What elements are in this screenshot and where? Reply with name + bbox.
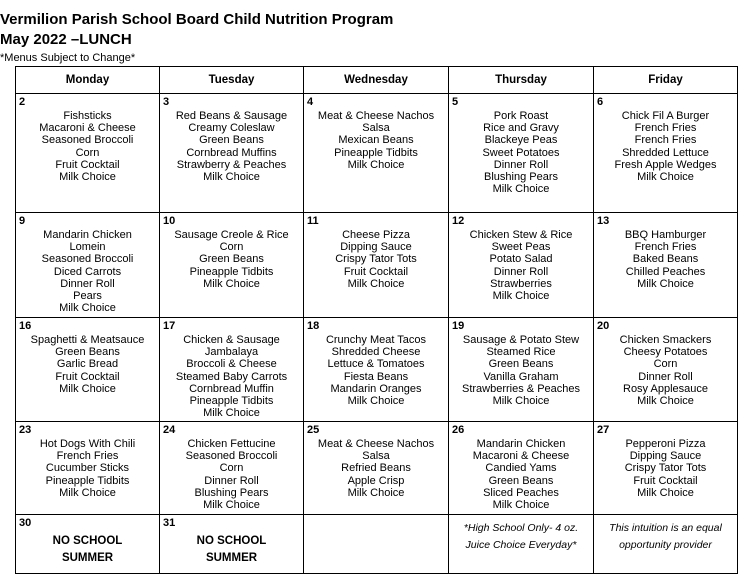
menu-item: Blushing Pears: [484, 171, 558, 184]
menu-item-list: [304, 318, 448, 407]
menu-item: French Fries: [634, 122, 697, 135]
menu-item: Sausage Creole & Rice: [174, 229, 289, 241]
menu-item: Milk Choice: [347, 158, 405, 171]
day-cell: [160, 422, 304, 515]
menu-item: Cheese Pizza: [342, 229, 410, 241]
day-number: 3: [163, 96, 170, 108]
day-cell: [304, 318, 449, 422]
menu-item: Mexican Beans: [338, 134, 414, 147]
menu-item: Milk Choice: [637, 277, 694, 290]
menu-item-list: [160, 318, 303, 419]
menu-item: Candied Yams: [485, 462, 557, 475]
menu-item: Pork Roast: [493, 110, 549, 122]
menu-item: Sliced Peaches: [483, 486, 559, 499]
menu-item: Creamy Coleslaw: [188, 122, 275, 135]
note-line: This intuition is an equal: [609, 522, 722, 534]
day-number: 2: [19, 96, 26, 108]
program-title: Vermilion Parish School Board Child Nutrition Program: [0, 11, 394, 28]
menu-item: Shredded Cheese: [331, 346, 421, 359]
menu-item: Crispy Tator Tots: [335, 253, 417, 266]
menu-item-list: [449, 422, 593, 511]
menu-item: Broccoli & Cheese: [186, 358, 277, 371]
note-line: Juice Choice Everyday*: [465, 539, 577, 551]
menu-item: Milk Choice: [203, 277, 260, 290]
menu-item: Sweet Potatoes: [482, 146, 560, 159]
menu-item: Hot Dogs With Chili: [39, 438, 136, 450]
menu-item-list: [449, 213, 593, 302]
menu-item: Dinner Roll: [638, 370, 693, 383]
menu-item: Milk Choice: [347, 395, 405, 408]
menu-item: Spaghetti & Meatsauce: [30, 334, 145, 346]
menu-item-list: [304, 94, 448, 171]
day-cell: [160, 318, 304, 422]
day-cell: [16, 318, 160, 422]
menu-item: Fiesta Beans: [343, 370, 409, 383]
day-number: 20: [597, 320, 610, 332]
menu-item: Dinner Roll: [204, 474, 259, 487]
no-school-label: NO SCHOOL: [52, 535, 123, 547]
menu-item: Seasoned Broccoli: [41, 253, 134, 266]
day-number: 25: [307, 424, 320, 436]
calendar-week-row: [16, 213, 738, 318]
weekday-header: Thursday: [449, 67, 594, 94]
day-number: 5: [452, 96, 459, 108]
menu-item: Vanilla Graham: [483, 370, 559, 383]
note-line: opportunity provider: [619, 539, 712, 551]
menu-item: Macaroni & Cheese: [472, 450, 570, 463]
weekday-header: Friday: [594, 67, 738, 94]
menu-item-list: [16, 422, 159, 499]
day-number: 19: [452, 320, 465, 332]
menu-item: Corn: [219, 241, 244, 254]
menu-item-list: [16, 213, 159, 314]
day-number: 6: [597, 96, 604, 108]
menu-item: Green Beans: [488, 358, 554, 371]
day-number: 9: [19, 215, 26, 227]
menu-item: Corn: [75, 146, 100, 159]
menu-item: Blackeye Peas: [484, 134, 558, 147]
calendar-week-row: [16, 515, 738, 574]
menu-item: Seasoned Broccoli: [41, 134, 134, 147]
menu-item: Corn: [219, 462, 244, 475]
menu-item: Milk Choice: [492, 499, 550, 512]
day-number: 16: [19, 320, 32, 332]
menu-item: Cornbread Muffins: [186, 146, 277, 159]
menu-item-list: [594, 318, 737, 407]
day-cell: [16, 213, 160, 318]
menu-item: Cornbread Muffin: [189, 382, 274, 395]
menu-month-title: May 2022 –LUNCH: [0, 31, 132, 48]
day-number: 11: [307, 215, 319, 227]
menu-item: Steamed Baby Carrots: [175, 370, 288, 383]
day-cell: [449, 422, 594, 515]
menu-item: Milk Choice: [203, 171, 260, 184]
menu-change-note: *Menus Subject to Change*: [0, 52, 136, 64]
menu-item: Milk Choice: [492, 183, 550, 196]
menu-item: Corn: [653, 358, 678, 371]
day-cell: [449, 318, 594, 422]
menu-item: Milk Choice: [59, 302, 116, 315]
menu-item: Meat & Cheese Nachos: [317, 110, 435, 122]
menu-item-list: [594, 94, 737, 183]
weekday-header: Tuesday: [160, 67, 304, 94]
menu-item: Lomein: [69, 241, 106, 254]
menu-item-list: [16, 318, 159, 395]
day-cell: [304, 213, 449, 318]
menu-item: Pineapple Tidbits: [334, 146, 418, 159]
menu-item: Lettuce & Tomatoes: [327, 358, 425, 371]
menu-item: Seasoned Broccoli: [185, 450, 278, 463]
day-number: 17: [163, 320, 176, 332]
menu-item: Fresh Apple Wedges: [614, 158, 717, 171]
day-cell: [16, 94, 160, 213]
menu-item-list: [160, 422, 303, 511]
menu-item: Salsa: [362, 450, 390, 463]
day-number: 12: [452, 215, 465, 227]
day-cell: [594, 94, 738, 213]
menu-item: Fishsticks: [63, 110, 112, 122]
menu-item: Mandarin Oranges: [330, 382, 422, 395]
menu-item: Milk Choice: [347, 277, 405, 290]
day-cell: [594, 422, 738, 515]
juice-note-cell: [449, 515, 594, 574]
menu-item: Strawberries: [490, 277, 552, 290]
no-school-notice: [16, 515, 159, 567]
menu-item: Salsa: [362, 122, 390, 135]
menu-item: French Fries: [634, 134, 697, 147]
menu-item: Milk Choice: [59, 382, 116, 395]
juice-note: [449, 515, 593, 554]
menu-item: Pineapple Tidbits: [189, 265, 274, 278]
menu-item: Chick Fil A Burger: [621, 110, 710, 122]
menu-item: Milk Choice: [203, 407, 260, 420]
equal-opportunity-cell: [594, 515, 738, 574]
day-cell: [304, 94, 449, 213]
day-number: 18: [307, 320, 320, 332]
menu-item-list: [304, 213, 448, 290]
menu-item: French Fries: [634, 241, 697, 254]
day-cell: [160, 515, 304, 574]
menu-item-list: [449, 318, 593, 407]
summer-label: SUMMER: [61, 552, 114, 564]
menu-item: Rosy Applesauce: [623, 382, 708, 395]
menu-item-list: [160, 213, 303, 290]
menu-item: Sausage & Potato Stew: [462, 334, 580, 346]
day-number: 24: [163, 424, 176, 436]
menu-item: Apple Crisp: [347, 474, 405, 487]
menu-item: Milk Choice: [492, 290, 550, 303]
menu-item: Green Beans: [199, 253, 264, 266]
menu-item: Steamed Rice: [486, 346, 556, 359]
day-cell: [594, 318, 738, 422]
menu-item: Milk Choice: [203, 499, 260, 512]
menu-item: Milk Choice: [637, 171, 694, 184]
menu-item: Meat & Cheese Nachos: [317, 438, 435, 450]
menu-item-list: [449, 94, 593, 195]
menu-item-list: [594, 213, 737, 290]
menu-item: Dinner Roll: [493, 158, 549, 171]
menu-item: Pineapple Tidbits: [189, 395, 274, 408]
menu-item: Green Beans: [55, 346, 120, 359]
no-school-label: NO SCHOOL: [196, 535, 267, 547]
lunch-calendar: [15, 66, 738, 574]
menu-item: Chicken & Sausage: [183, 334, 280, 346]
menu-item-list: [160, 94, 303, 183]
weekday-header: Monday: [16, 67, 160, 94]
menu-item: Blushing Pears: [194, 486, 269, 499]
note-line: *High School Only- 4 oz.: [463, 522, 579, 534]
day-number: 26: [452, 424, 465, 436]
day-number: 31: [163, 517, 176, 529]
day-cell: [304, 422, 449, 515]
menu-item: Fruit Cocktail: [55, 158, 120, 171]
menu-item: Strawberries & Peaches: [462, 382, 580, 395]
day-number: 13: [597, 215, 610, 227]
menu-item: Milk Choice: [59, 171, 116, 184]
menu-item: Fruit Cocktail: [343, 265, 409, 278]
menu-item: Crispy Tator Tots: [624, 462, 707, 475]
menu-item: Cheesy Potatoes: [623, 346, 708, 359]
calendar-week-row: [16, 318, 738, 422]
menu-item: Rice and Gravy: [483, 122, 559, 135]
menu-item: Milk Choice: [492, 395, 550, 408]
menu-item: Fruit Cocktail: [633, 474, 698, 487]
menu-item: Mandarin Chicken: [476, 438, 566, 450]
menu-item: Sweet Peas: [491, 241, 551, 254]
menu-item: Strawberry & Peaches: [176, 158, 287, 171]
menu-item: Chicken Smackers: [619, 334, 712, 346]
summer-label: SUMMER: [205, 552, 258, 564]
menu-item: French Fries: [56, 450, 119, 463]
menu-item: Refried Beans: [341, 462, 411, 475]
weekday-header-row: [16, 67, 738, 94]
menu-item: Cucumber Sticks: [45, 462, 130, 475]
menu-item: Macaroni & Cheese: [39, 122, 136, 135]
calendar-week-row: [16, 422, 738, 515]
menu-item: Potato Salad: [489, 253, 553, 266]
menu-item: Garlic Bread: [56, 358, 119, 371]
menu-item: Milk Choice: [637, 486, 694, 499]
day-cell: [16, 422, 160, 515]
menu-item: Mandarin Chicken: [43, 229, 132, 241]
menu-item: Chilled Peaches: [625, 265, 706, 278]
day-cell: [449, 213, 594, 318]
menu-item: Chicken Fettucine: [187, 438, 276, 450]
menu-item: Dinner Roll: [60, 277, 115, 290]
menu-item: Green Beans: [199, 134, 264, 147]
menu-item: Pepperoni Pizza: [625, 438, 706, 450]
equal-opportunity-note: [594, 515, 737, 554]
empty-cell: [304, 515, 449, 574]
menu-item: Dinner Roll: [493, 265, 549, 278]
menu-item: Milk Choice: [347, 486, 405, 499]
menu-item: Green Beans: [488, 474, 554, 487]
day-cell: [160, 94, 304, 213]
calendar-week-row: [16, 94, 738, 213]
menu-item-list: [594, 422, 737, 499]
menu-item: Diced Carrots: [53, 265, 122, 278]
menu-item: Pears: [73, 290, 102, 303]
menu-item: Crunchy Meat Tacos: [325, 334, 427, 346]
menu-item-list: [304, 422, 448, 499]
day-cell: [16, 515, 160, 574]
menu-item: Baked Beans: [632, 253, 699, 266]
menu-item: Milk Choice: [637, 395, 694, 408]
day-cell: [594, 213, 738, 318]
day-number: 4: [307, 96, 314, 108]
day-number: 10: [163, 215, 176, 227]
menu-item: Dipping Sauce: [340, 241, 412, 254]
menu-item: BBQ Hamburger: [624, 229, 707, 241]
no-school-notice: [160, 515, 303, 567]
menu-item: Milk Choice: [59, 486, 116, 499]
menu-item: Pineapple Tidbits: [45, 474, 130, 487]
menu-item: Chicken Stew & Rice: [469, 229, 573, 241]
menu-item: Shredded Lettuce: [622, 146, 709, 159]
day-cell: [449, 94, 594, 213]
day-number: 23: [19, 424, 32, 436]
menu-item: Jambalaya: [204, 346, 259, 359]
weekday-header: Wednesday: [304, 67, 449, 94]
menu-item: Dipping Sauce: [629, 450, 702, 463]
menu-item: Fruit Cocktail: [55, 370, 120, 383]
day-cell: [160, 213, 304, 318]
day-number: 30: [19, 517, 32, 529]
menu-item-list: [16, 94, 159, 183]
menu-item: Red Beans & Sausage: [175, 110, 288, 122]
day-number: 27: [597, 424, 610, 436]
